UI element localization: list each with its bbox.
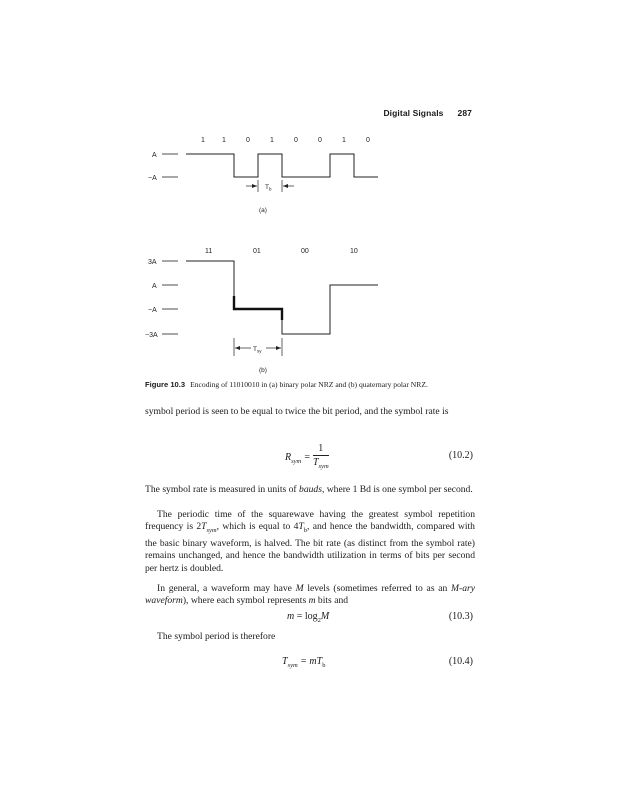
symbol-label: 10 [350,248,358,255]
arrow-head [283,184,288,188]
bit-label: 0 [366,137,370,144]
bit-label: 1 [342,137,346,144]
arrow-head [235,346,240,350]
quaternary-nrz-waveform [186,261,378,334]
equation-10-4: $T_{sym} = mT_b$ (10.4) [282,656,473,669]
interval-label: $T_b$ [265,184,272,192]
equation-number: (10.2) [448,450,473,461]
bit-label: 1 [201,137,205,144]
figure-caption [145,380,475,390]
arrow-head [276,346,281,350]
symbol-label: 00 [301,248,309,255]
panel-label: (b) [259,367,267,374]
level-label: A [152,152,157,159]
bit-label: 0 [294,137,298,144]
paragraph: symbol period is seen to be equal to twice the bit period, and the symbol rate is [145,406,449,417]
paragraph: The periodic time of the squarewave having the greatest symbol repetition frequency is $2T_{sym}$, which is equal to $4T_b$, and hence the bandwidth, compared with the basic binary waveform, is halved. The bit rate (as distinct from the symbol rate) remains unchanged, and hence the bandwidth utilization in terms of bits per second per hertz is doubled. [145,509,475,574]
bit-label: 1 [270,137,274,144]
level-label: −A [148,175,157,182]
equation-10-2: $R_{sym}$ = $\frac{1}{T_{sym}}$ (10.2) [285,443,473,470]
bit-label: 0 [246,137,250,144]
interval-label: $T_{sy}$ [253,346,262,354]
bit-label: 0 [318,137,322,144]
paragraph: The symbol period is therefore [157,631,276,642]
paragraph: The symbol rate is measured in units of bauds, where 1 Bd is one symbol per second. [145,484,473,495]
level-label: A [152,283,157,290]
caption-label: Figure 10.3 [145,380,186,389]
page-number: 287 [457,108,472,118]
level-label: −A [148,307,157,314]
level-label: −3A [145,332,158,339]
symbol-label: 01 [253,248,261,255]
running-head-title: Digital Signals [383,108,444,118]
equation-10-3: $m = \log_2M$ (10.3) [287,611,473,624]
binary-nrz-waveform [186,154,378,177]
symbol-period-highlight [234,296,282,320]
symbol-label: 11 [205,248,213,255]
level-label: 3A [148,259,157,266]
equation-number: (10.4) [448,656,473,667]
panel-label: (a) [259,207,267,214]
paragraph: In general, a waveform may have M levels (sometimes referred to as an M-ary waveform), where each symbol represents m bits and [145,583,475,607]
bit-label: 1 [222,137,226,144]
arrow-head [252,184,257,188]
caption-text: Encoding of 11010010 in (a) binary polar NRZ and (b) quaternary polar NRZ. [190,380,428,389]
encoding-figure [0,0,617,380]
equation-number: (10.3) [448,611,473,622]
